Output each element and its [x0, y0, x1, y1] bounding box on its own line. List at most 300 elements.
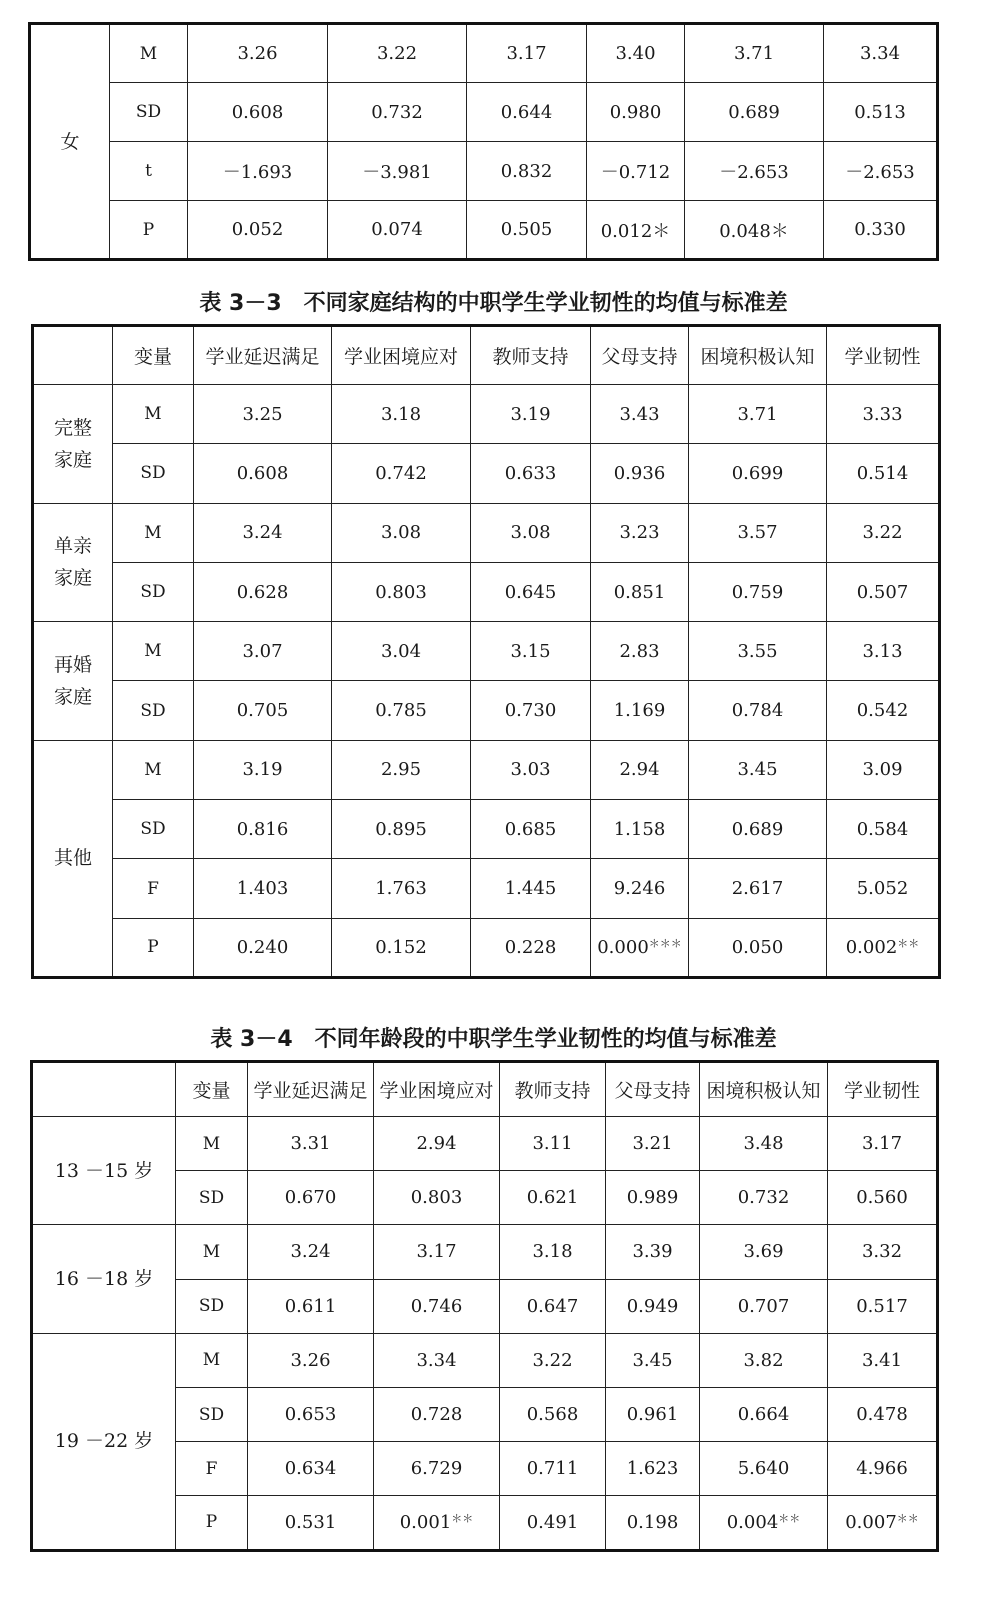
value-cell: [689, 918, 827, 977]
table-body: [30, 24, 938, 260]
value-cell: －3.981: [328, 142, 467, 201]
value-text: 0.653: [284, 1404, 337, 1426]
value-cell: [827, 562, 940, 621]
stat-label: M: [113, 740, 194, 799]
value-text: 0.784: [731, 700, 784, 722]
value-cell: [471, 622, 591, 681]
stat-label: M: [110, 24, 188, 83]
value-cell: [606, 1117, 700, 1171]
value-text: 0.730: [504, 700, 557, 722]
value-text: 0.803: [375, 581, 427, 603]
value-cell: [591, 444, 689, 503]
value-cell: [471, 503, 591, 562]
value-text: 0.608: [236, 462, 289, 484]
value-cell: －1.693: [188, 142, 328, 201]
value-cell: [828, 1496, 938, 1550]
column-header: 学业延迟满足: [248, 1062, 374, 1117]
value-text: 3.22: [532, 1349, 573, 1371]
value-cell: [700, 1117, 828, 1171]
value-cell: －2.653: [824, 142, 938, 201]
table-row: [33, 622, 940, 681]
value-cell: [471, 681, 591, 740]
table-gender-female: [28, 22, 939, 261]
column-header: 变量: [113, 326, 194, 385]
value-text: 0.491: [526, 1511, 579, 1533]
value-cell: [332, 918, 471, 977]
value-cell: [591, 800, 689, 859]
value-text: 0.560: [856, 1187, 908, 1209]
stat-label: SD: [113, 681, 194, 740]
value-cell: [500, 1387, 606, 1441]
value-text: 0.895: [375, 818, 427, 840]
value-text: 1.763: [375, 878, 427, 900]
value-cell: [194, 385, 332, 444]
value-text: 3.13: [862, 640, 903, 662]
value-text: 3.18: [532, 1241, 573, 1263]
table-row: [30, 142, 938, 201]
value-cell: [689, 622, 827, 681]
value-cell: [248, 1333, 374, 1387]
value-cell: 0.644: [467, 83, 587, 142]
value-cell: [700, 1225, 828, 1279]
value-text: 3.32: [861, 1241, 903, 1263]
significance-mark: ＊＊: [451, 1511, 474, 1525]
value-text: 3.48: [743, 1133, 784, 1155]
value-text: 0.851: [613, 581, 666, 603]
value-cell: [606, 1279, 700, 1333]
value-cell: [700, 1442, 828, 1496]
value-cell: [591, 740, 689, 799]
value-text: 3.08: [510, 522, 551, 544]
stat-label: M: [176, 1117, 248, 1171]
table-row: [33, 385, 940, 444]
table-caption-family-structure: 表 3－3 不同家庭结构的中职学生学业韧性的均值与标准差: [199, 291, 788, 316]
value-cell: [689, 385, 827, 444]
stat-label: SD: [176, 1387, 248, 1441]
value-cell: 0.012＊: [587, 201, 685, 260]
column-header: 学业延迟满足: [194, 326, 332, 385]
stat-label: P: [176, 1496, 248, 1550]
group-label: 女: [30, 24, 110, 260]
table-row: [32, 1117, 938, 1171]
value-text: 1.445: [504, 878, 557, 900]
header-blank: [32, 1062, 176, 1117]
value-text: 2.94: [619, 759, 660, 781]
table-age-group: [30, 1060, 939, 1552]
stat-label: F: [113, 859, 194, 918]
value-text: 0.007: [845, 1511, 897, 1533]
value-cell: [248, 1117, 374, 1171]
value-text: 0.785: [375, 700, 427, 722]
value-cell: [194, 503, 332, 562]
value-text: 0.050: [731, 936, 784, 958]
value-cell: [828, 1333, 938, 1387]
value-cell: [689, 562, 827, 621]
value-cell: 0.732: [328, 83, 467, 142]
value-text: 1.403: [236, 878, 289, 900]
value-cell: [689, 800, 827, 859]
value-text: 0.936: [613, 462, 666, 484]
group-label: 16 －18 岁: [32, 1225, 176, 1333]
value-text: 0.198: [626, 1511, 679, 1533]
column-header: 变量: [176, 1062, 248, 1117]
value-text: 3.11: [532, 1133, 573, 1155]
value-cell: [374, 1225, 500, 1279]
value-text: 3.18: [380, 403, 422, 425]
stat-label: P: [113, 918, 194, 977]
table-body: [32, 1062, 938, 1551]
value-text: 0.670: [284, 1187, 337, 1209]
value-cell: [828, 1225, 938, 1279]
value-text: 0.478: [856, 1404, 908, 1426]
value-cell: [374, 1496, 500, 1550]
value-cell: [591, 681, 689, 740]
value-cell: 3.71: [685, 24, 824, 83]
value-text: 0.647: [526, 1295, 579, 1317]
value-cell: [248, 1387, 374, 1441]
value-text: 0.633: [504, 462, 557, 484]
value-cell: [827, 444, 940, 503]
value-text: 3.04: [380, 640, 422, 662]
value-cell: [591, 918, 689, 977]
value-cell: [700, 1387, 828, 1441]
value-cell: [606, 1496, 700, 1550]
stat-label: SD: [113, 444, 194, 503]
table-row: [33, 444, 940, 503]
table-row: [33, 800, 940, 859]
value-cell: 3.26: [188, 24, 328, 83]
value-cell: [827, 859, 940, 918]
value-cell: [471, 859, 591, 918]
value-cell: [606, 1171, 700, 1225]
significance-mark: ＊＊＊: [648, 936, 682, 950]
stat-label: SD: [113, 562, 194, 621]
value-cell: 3.40: [587, 24, 685, 83]
value-text: 0.531: [284, 1511, 337, 1533]
value-cell: [332, 385, 471, 444]
value-cell: [606, 1333, 700, 1387]
value-cell: 0.330: [824, 201, 938, 260]
value-cell: [828, 1171, 938, 1225]
column-header: 困境积极认知: [689, 326, 827, 385]
value-cell: [194, 918, 332, 977]
value-cell: 0.513: [824, 83, 938, 142]
value-cell: [471, 918, 591, 977]
column-header: 学业困境应对: [332, 326, 471, 385]
value-cell: 0.689: [685, 83, 824, 142]
value-text: 5.640: [737, 1458, 790, 1480]
significance-mark: ＊＊: [896, 1511, 919, 1525]
table-body: [33, 326, 940, 978]
value-text: 0.584: [856, 818, 909, 840]
stat-label: F: [176, 1442, 248, 1496]
value-cell: [591, 622, 689, 681]
value-cell: [827, 681, 940, 740]
value-text: 3.26: [290, 1349, 331, 1371]
value-text: 3.69: [743, 1241, 784, 1263]
value-cell: [500, 1442, 606, 1496]
value-text: 0.542: [856, 700, 909, 722]
table-row: [30, 201, 938, 260]
value-text: 0.746: [410, 1295, 463, 1317]
value-text: 0.002: [845, 936, 898, 958]
value-text: 3.31: [290, 1133, 331, 1155]
value-text: 3.09: [862, 759, 903, 781]
table-row: [33, 918, 940, 977]
value-text: 5.052: [856, 878, 909, 900]
column-header: 学业困境应对: [374, 1062, 500, 1117]
value-text: 3.45: [737, 759, 778, 781]
value-cell: [689, 681, 827, 740]
value-text: 3.22: [862, 522, 903, 544]
group-label: 完整 家庭: [33, 385, 113, 504]
value-cell: [828, 1442, 938, 1496]
table-row: [30, 24, 938, 83]
value-cell: [689, 503, 827, 562]
value-text: 0.949: [626, 1295, 679, 1317]
value-text: 3.19: [242, 759, 283, 781]
value-cell: [828, 1387, 938, 1441]
value-text: 0.568: [526, 1404, 579, 1426]
table-row: [32, 1333, 938, 1387]
value-cell: [471, 444, 591, 503]
value-cell: －2.653: [685, 142, 824, 201]
value-cell: [332, 859, 471, 918]
value-text: 0.240: [236, 936, 289, 958]
column-header: 教师支持: [471, 326, 591, 385]
value-text: 0.742: [375, 462, 427, 484]
value-cell: [332, 562, 471, 621]
value-cell: －0.712: [587, 142, 685, 201]
value-cell: [471, 385, 591, 444]
value-text: 3.55: [737, 640, 778, 662]
table-row: [33, 681, 940, 740]
value-cell: [500, 1117, 606, 1171]
value-text: 6.729: [410, 1458, 463, 1480]
value-cell: 3.17: [467, 24, 587, 83]
value-cell: [689, 444, 827, 503]
value-text: 2.83: [619, 640, 660, 662]
value-cell: [332, 444, 471, 503]
header-blank: [33, 326, 113, 385]
value-cell: [500, 1496, 606, 1550]
value-text: 0.507: [856, 581, 909, 603]
value-text: 0.514: [856, 462, 909, 484]
value-cell: [194, 562, 332, 621]
value-text: 3.23: [619, 522, 660, 544]
value-cell: [374, 1117, 500, 1171]
value-text: 0.004: [726, 1511, 779, 1533]
value-cell: [591, 859, 689, 918]
value-cell: [248, 1442, 374, 1496]
value-text: 0.689: [731, 818, 784, 840]
table-row: [33, 740, 940, 799]
stat-label: P: [110, 201, 188, 260]
value-text: 3.19: [510, 403, 551, 425]
value-text: 0.728: [410, 1404, 463, 1426]
value-cell: [374, 1442, 500, 1496]
column-header: 学业韧性: [828, 1062, 938, 1117]
stat-label: M: [113, 503, 194, 562]
value-text: 0.707: [737, 1295, 790, 1317]
value-cell: [700, 1496, 828, 1550]
value-cell: [471, 562, 591, 621]
value-text: 3.03: [510, 759, 551, 781]
value-text: 3.21: [632, 1133, 673, 1155]
value-cell: [827, 740, 940, 799]
value-text: 3.41: [861, 1349, 903, 1371]
value-text: 1.158: [613, 818, 666, 840]
stat-label: t: [110, 142, 188, 201]
value-text: 1.623: [626, 1458, 679, 1480]
column-header: 学业韧性: [827, 326, 940, 385]
stat-label: SD: [113, 800, 194, 859]
value-cell: [374, 1387, 500, 1441]
value-text: 4.966: [856, 1458, 908, 1480]
value-cell: 0.608: [188, 83, 328, 142]
value-text: 3.45: [632, 1349, 673, 1371]
value-cell: [194, 444, 332, 503]
value-cell: 0.074: [328, 201, 467, 260]
table-row: [33, 503, 940, 562]
value-cell: 3.22: [328, 24, 467, 83]
group-label: 再婚 家庭: [33, 622, 113, 741]
column-header: 教师支持: [500, 1062, 606, 1117]
value-text: 3.24: [242, 522, 283, 544]
group-label: 其他: [33, 740, 113, 977]
value-cell: [700, 1171, 828, 1225]
value-text: 3.57: [737, 522, 778, 544]
value-cell: [194, 681, 332, 740]
stat-label: SD: [176, 1279, 248, 1333]
value-cell: [700, 1333, 828, 1387]
value-text: 0.228: [504, 936, 557, 958]
value-text: 2.95: [380, 759, 422, 781]
value-cell: [827, 503, 940, 562]
stat-label: M: [176, 1333, 248, 1387]
value-cell: [248, 1279, 374, 1333]
column-header: 父母支持: [606, 1062, 700, 1117]
value-cell: [500, 1333, 606, 1387]
value-cell: [591, 503, 689, 562]
value-cell: [194, 622, 332, 681]
header-row: [32, 1062, 938, 1117]
value-cell: [591, 385, 689, 444]
value-cell: [194, 740, 332, 799]
table-row: [30, 83, 938, 142]
table-family-structure: [31, 324, 941, 979]
value-cell: [827, 918, 940, 977]
value-cell: [194, 800, 332, 859]
value-cell: [606, 1442, 700, 1496]
significance-mark: ＊＊: [897, 936, 920, 950]
stat-label: M: [113, 622, 194, 681]
value-text: 0.685: [504, 818, 557, 840]
value-text: 0.961: [626, 1404, 679, 1426]
value-cell: [500, 1225, 606, 1279]
header-row: [33, 326, 940, 385]
value-text: 0.634: [284, 1458, 337, 1480]
value-cell: [248, 1225, 374, 1279]
group-label: 19 －22 岁: [32, 1333, 176, 1550]
value-cell: 0.048＊: [685, 201, 824, 260]
value-cell: [374, 1333, 500, 1387]
value-cell: [689, 859, 827, 918]
value-cell: [827, 622, 940, 681]
value-text: 0.517: [856, 1295, 908, 1317]
value-text: 2.617: [731, 878, 784, 900]
value-text: 0.989: [626, 1187, 679, 1209]
value-cell: [827, 385, 940, 444]
value-cell: [332, 740, 471, 799]
value-text: 3.07: [242, 640, 283, 662]
value-text: 3.34: [416, 1349, 457, 1371]
stat-label: M: [113, 385, 194, 444]
value-text: 0.816: [236, 818, 289, 840]
value-cell: [332, 681, 471, 740]
value-text: 3.82: [743, 1349, 784, 1371]
column-header: 困境积极认知: [700, 1062, 828, 1117]
value-text: 0.803: [410, 1187, 463, 1209]
value-cell: [828, 1279, 938, 1333]
value-cell: 0.505: [467, 201, 587, 260]
group-label: 单亲 家庭: [33, 503, 113, 622]
value-cell: [700, 1279, 828, 1333]
value-text: 0.645: [504, 581, 557, 603]
column-header: 父母支持: [591, 326, 689, 385]
value-cell: [827, 800, 940, 859]
value-text: 3.24: [290, 1241, 331, 1263]
value-text: 3.15: [510, 640, 551, 662]
value-cell: [500, 1279, 606, 1333]
value-cell: [828, 1117, 938, 1171]
value-text: 0.759: [731, 581, 784, 603]
value-text: 0.611: [284, 1295, 337, 1317]
value-cell: [332, 800, 471, 859]
value-text: 0.732: [737, 1187, 790, 1209]
value-text: 0.711: [526, 1458, 579, 1480]
value-text: 3.17: [416, 1241, 457, 1263]
value-cell: [332, 622, 471, 681]
value-cell: [248, 1171, 374, 1225]
value-cell: [500, 1171, 606, 1225]
value-text: 1.169: [613, 700, 666, 722]
stat-label: M: [176, 1225, 248, 1279]
stat-label: SD: [110, 83, 188, 142]
table-caption-age-group: 表 3－4 不同年龄段的中职学生学业韧性的均值与标准差: [210, 1027, 777, 1052]
value-text: 3.71: [737, 403, 778, 425]
value-text: 0.664: [737, 1404, 790, 1426]
value-text: 3.33: [862, 403, 903, 425]
value-text: 0.621: [526, 1187, 579, 1209]
group-label: 13 －15 岁: [32, 1117, 176, 1225]
value-text: 0.152: [375, 936, 427, 958]
value-cell: [591, 562, 689, 621]
table-row: [32, 1225, 938, 1279]
stat-label: SD: [176, 1171, 248, 1225]
table-row: [33, 562, 940, 621]
value-text: 2.94: [416, 1133, 457, 1155]
value-cell: 3.34: [824, 24, 938, 83]
value-text: 0.628: [236, 581, 289, 603]
value-cell: [471, 740, 591, 799]
value-cell: 0.980: [587, 83, 685, 142]
value-cell: 0.832: [467, 142, 587, 201]
value-text: 0.001: [399, 1511, 452, 1533]
value-text: 9.246: [613, 878, 666, 900]
value-cell: [606, 1387, 700, 1441]
significance-mark: ＊＊: [778, 1511, 801, 1525]
